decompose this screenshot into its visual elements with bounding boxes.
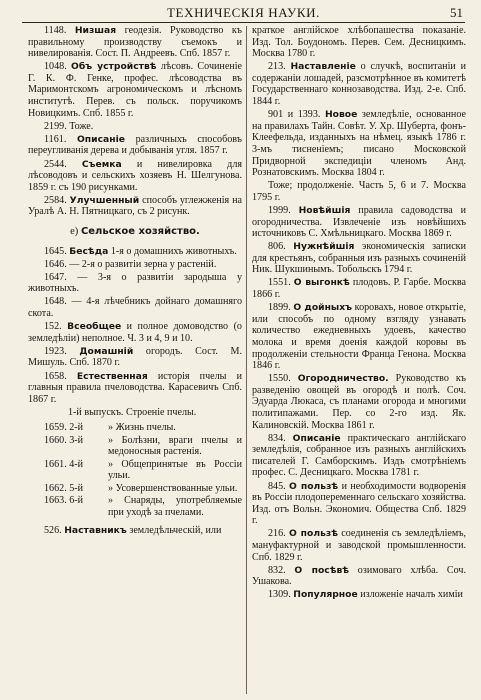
issue-number: 1663. 6-й — [44, 495, 84, 507]
entry-number: 2584. — [44, 194, 67, 206]
entry-number: 2544. — [44, 158, 67, 170]
entry-number: 845. — [268, 480, 286, 492]
entry-number: 834. — [268, 432, 286, 444]
entry-number: 2199. — [44, 120, 67, 132]
entry-text: и необходимости водворенія въ Россіи плодопеременнаго сельскаго хозяйства. Изд. отъ Вольн. Экономич. Общества Спб. 1829 г. — [252, 480, 466, 527]
catalog-entry — [28, 321, 242, 344]
catalog-entry — [28, 134, 242, 157]
page-number: 51 — [450, 5, 463, 20]
entry-keyword: Бесѣда — [69, 245, 109, 257]
entry-text: правила садоводства и огородничества. Извлеченіе изъ новѣйшихъ источниковъ С. Хмѣльницкаго. Москва 1869 г. — [252, 204, 466, 240]
entry-keyword: Нужнѣйшія — [293, 241, 355, 253]
issue-number: 1659. 2-й — [44, 421, 84, 433]
header-rule — [22, 22, 465, 23]
entry-text: и полное домоводство (о земледѣліи) неполное. Ч. 3 и 4, 9 и 10. — [28, 321, 242, 344]
entry-number: 1551. — [268, 277, 291, 289]
issue-row — [28, 422, 242, 434]
entry-text: практическаго англійскаго земледѣлія, собранное изъ разныхъ англійскихъ писателей Г. Самборскимъ. Издъ смотрѣніемъ профес. С. Десницкаго. Москва 1781 г. — [252, 432, 466, 479]
entry-text: экономическія записки для крестьянъ, собранныя изъ разныхъ сочиненій Ник. Шукшинымъ. Тобольскъ 1794 г. — [252, 241, 466, 276]
catalog-entry — [28, 346, 242, 369]
entry-number: 213. — [268, 61, 286, 73]
entry-text: геодезія. Руководство къ правильному производству съемокъ и нивелированія. Сост. П. Андреевъ. Спб. 1857 г. — [28, 25, 242, 60]
entry-text: коровахъ, новое открытіе, или способъ по одному взгляду узнавать количество ежедневныхъ удоевъ, качество молока и время доенія каждой коровы въ продолженіи стельности Франца Генона. Москва 1846 г. — [252, 302, 466, 372]
entry-keyword: О пользѣ — [289, 480, 339, 492]
entry-keyword: О посѣвѣ — [294, 564, 350, 576]
entry-keyword: Описаніе — [77, 133, 125, 145]
entry-text: исторія пчелы и главныя правила пчеловодства. Карасевичъ Спб. 1867 г. — [28, 370, 242, 405]
entry-number: 1148. — [44, 25, 67, 36]
catalog-entry — [252, 109, 466, 179]
catalog-entry — [252, 565, 466, 588]
catalog-entry — [252, 528, 466, 563]
catalog-entry-continued — [252, 25, 466, 60]
catalog-entry — [28, 246, 242, 258]
entry-number: 1550. — [268, 373, 291, 385]
entry-number: 526. — [44, 524, 62, 536]
entry-text: о случкѣ, воспитаніи и содержаніи лошадей, разсмотрѣнное въ комитетѣ Государственнаго коннозаводства. Изд. 2-е. Спб. 1844 г. — [252, 61, 466, 108]
entry-number: 1923. — [44, 345, 67, 357]
entry-text: Тоже; продолженіе. Часть 5, 6 и 7. Москва 1795 г. — [252, 180, 466, 203]
issue-subheading: 1-й выпускъ. Строеніе пчелы. — [68, 407, 197, 419]
entry-text: соединенія съ земледѣліемъ, мануфактурной и заводской промышленности. Спб. 1829 г. — [252, 528, 466, 563]
running-title: ТЕХНИЧЕСКІЯ НАУКИ. — [167, 5, 320, 20]
issue-title: » Снаряды, употребляемые при уходѣ за пчелами. — [108, 495, 242, 519]
entry-keyword: Наставленіе — [290, 61, 356, 73]
entry-text: — 4-я лѣчебникъ дойнаго домашняго скота. — [28, 296, 242, 320]
entry-number: 1899. — [268, 302, 291, 314]
entry-text: 1-я о домашнихъ животныхъ. — [108, 245, 237, 257]
entry-keyword: Домашній — [79, 345, 134, 357]
entry-text: способъ углежженія на Уралѣ А. Н. Пятницкаго, съ 2 рисунк. — [28, 194, 242, 218]
catalog-entry — [28, 272, 242, 295]
catalog-entry — [252, 589, 466, 601]
entry-number: 1645. — [44, 245, 67, 257]
entry-keyword: О пользѣ — [288, 528, 338, 540]
issue-title: » Жизнь пчелы. — [108, 421, 176, 433]
entry-number: 1647. — [44, 271, 67, 283]
issue-row — [28, 495, 242, 518]
entry-text: земледѣліе, основанное на правилахъ Тайн. Совѣт. У. Хр. Шуберта, фонъ-Клеефельда, изданныхъ на нѣмец. языкѣ 1786 г. 3-мъ тисненіемъ; писано Московской Придворной экспедиціи членомъ Анд. Рознатовскимъ. Москва 1804 г. — [252, 109, 466, 179]
entry-text: лѣсовъ. Сочиненіе Г. К. Ф. Генке, профес. лѣсоводства въ Маримонтскомъ агрономическомъ и лѣсномъ институтѣ. Перев. съ польск. поручикомъ Новицкимъ. Спб. 1855 г. — [28, 61, 242, 119]
issue-number: 1660. 3-й — [44, 434, 84, 446]
entry-number: 1648. — [44, 296, 67, 308]
catalog-entry — [252, 481, 466, 527]
issue-number: 1661. 4-й — [44, 458, 84, 470]
entry-keyword: О дойныхъ — [293, 302, 353, 314]
section-letter: е) — [70, 226, 79, 237]
catalog-entry — [28, 371, 242, 406]
entry-text: Руководство къ разведенію овощей въ огородѣ и полѣ. Соч. Эдуарда Люкаса, съ планами огорода и многими политипажами. Пер. со 2-го изд. Як. Калиновскій. Москва 1861 г. — [252, 373, 466, 431]
entry-keyword: Популярное — [293, 589, 358, 601]
catalog-entry — [252, 373, 466, 431]
entry-text: различныхъ способовъ переугливанія дерева и добыванія угля. 1857 г. — [28, 133, 242, 157]
entry-text: и нивелировка для лѣсоводовъ и сельскихъ хозяевъ Н. Шелгунова. 1859 г. съ 190 рисунками. — [28, 158, 242, 193]
catalog-entry — [252, 277, 466, 300]
entry-keyword: Съемка — [81, 158, 122, 170]
entry-text: — 2-я о развитіи зерна у растеній. — [66, 258, 217, 270]
entry-number: 901 и 1393. — [268, 109, 321, 121]
entry-text: Тоже. — [66, 120, 94, 132]
entry-keyword: Низшая — [74, 25, 117, 36]
column-divider — [246, 26, 247, 694]
entry-text: озимоваго хлѣба. Соч. Ушакова. — [252, 564, 466, 588]
entry-number: 1999. — [268, 204, 291, 216]
issue-number: 1662. 5-й — [44, 482, 84, 494]
left-column — [28, 25, 242, 696]
entry-number: 1658. — [44, 370, 67, 382]
entry-keyword: Наставникъ — [64, 524, 127, 536]
entry-keyword: Всеобщее — [67, 321, 122, 333]
issue-title: » Болѣзни, враги пчелы и медоносныя растенія. — [108, 434, 242, 458]
catalog-entry — [28, 525, 242, 537]
catalog-entry — [252, 241, 466, 276]
entry-number: 152. — [44, 321, 62, 333]
entry-text: — 3-я о развитіи зародыша у животныхъ. — [28, 271, 242, 295]
entry-text: огородъ. Сост. М. Мишуль. Спб. 1870 г. — [28, 345, 242, 369]
entry-number: 1646. — [44, 258, 67, 270]
section-heading — [28, 226, 242, 238]
catalog-entry — [28, 25, 242, 60]
catalog-entry — [252, 180, 466, 203]
entry-keyword: Новѣйшія — [298, 204, 351, 216]
entry-keyword: Естественная — [76, 370, 148, 382]
entry-keyword: Объ устройствѣ — [71, 61, 157, 73]
entry-number: 806. — [268, 241, 286, 253]
entry-number: 1161. — [44, 133, 67, 145]
entry-keyword: О выгонкѣ — [293, 277, 350, 289]
entry-text: краткое англійское хлѣбопашества показаніе. Изд. Тол. Боудономъ. Перев. Сем. Десницкимъ. Москва 1780 г. — [252, 25, 466, 60]
entry-keyword: Описаніе — [292, 432, 341, 444]
catalog-entry — [28, 61, 242, 119]
page-header — [20, 3, 467, 23]
issue-row — [28, 459, 242, 482]
catalog-entry — [28, 195, 242, 218]
entry-keyword: Улучшенный — [69, 194, 140, 206]
entry-number: 1048. — [44, 61, 67, 73]
entry-text: плодовъ. Р. Гарбе. Москва 1866 г. — [252, 277, 466, 301]
entry-number: 832. — [268, 564, 286, 576]
catalog-entry — [252, 302, 466, 372]
catalog-entry — [252, 61, 466, 107]
issue-title: » Усовершенствованные ульи. — [108, 482, 238, 494]
entry-text: изложеніе началъ химіи — [357, 589, 463, 601]
catalog-entry — [28, 121, 242, 133]
catalog-entry — [28, 296, 242, 319]
section-title: Сельское хозяйство. — [80, 226, 200, 237]
right-column — [252, 25, 466, 696]
issue-row — [28, 483, 242, 495]
catalog-entry — [252, 205, 466, 240]
entry-number: 1309. — [268, 589, 291, 601]
catalog-entry — [252, 433, 466, 479]
issue-title: » Общепринятые въ Россіи ульи. — [108, 458, 242, 482]
entry-keyword: Огородничество. — [297, 373, 389, 385]
entry-number: 216. — [268, 528, 286, 540]
entry-keyword: Новое — [324, 109, 358, 121]
issue-row — [28, 435, 242, 458]
entry-text: земледѣльческій, или — [126, 524, 222, 536]
catalog-entry — [28, 259, 242, 271]
catalog-entry — [28, 159, 242, 194]
